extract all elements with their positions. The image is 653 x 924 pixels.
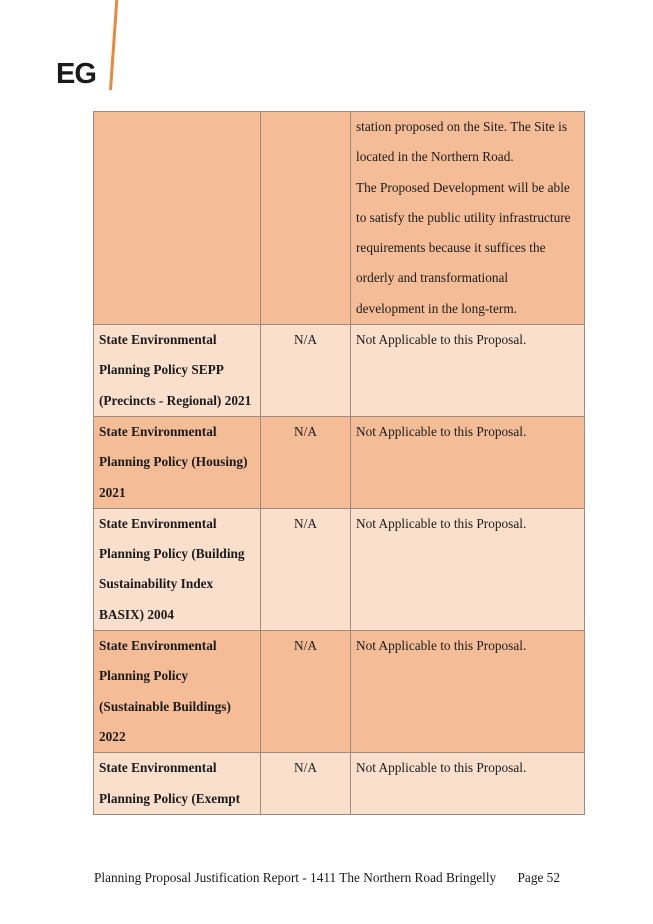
comment-cell: Not Applicable to this Proposal. [351,753,585,815]
policy-line: Planning Policy (Building [99,546,245,562]
applicable-cell: N/A [261,508,351,630]
page-number: Page 52 [517,870,560,885]
comment-cell: Not Applicable to this Proposal. [351,416,585,508]
table-row [94,631,585,753]
policy-line: Planning Policy [99,668,189,684]
applicable-cell: N/A [261,416,351,508]
page-footer [94,870,560,886]
logo-accent-bar [109,0,118,90]
comment-line: to satisfy the public utility infrastructure [356,209,571,225]
policy-cell [94,325,261,417]
policy-table [93,111,585,815]
policy-line: State Environmental [99,760,217,776]
comment-cell: Not Applicable to this Proposal. [351,631,585,753]
table-row [94,508,585,630]
policy-cell [94,631,261,753]
policy-cell [94,416,261,508]
policy-line: Planning Policy (Housing) [99,454,248,470]
policy-line: BASIX) 2004 [99,606,174,622]
policy-line: State Environmental [99,515,217,531]
logo-text: EG [56,58,96,90]
policy-line: Planning Policy (Exempt [99,790,241,806]
comment-line: station proposed on the Site. The Site is [356,119,568,134]
table-row [94,416,585,508]
applicable-cell: N/A [261,631,351,753]
comment-line: The Proposed Development will be able [356,179,570,195]
footer-title: Planning Proposal Justification Report - 1411 The Northern Road Bringelly [94,870,497,885]
company-logo [56,0,126,95]
comment-line: development in the long-term. [356,300,517,316]
applicable-cell: N/A [261,753,351,815]
policy-line: (Sustainable Buildings) [99,698,231,714]
policy-line: Sustainability Index [99,576,214,592]
policy-cell [94,753,261,815]
table-row-continuation [94,112,585,325]
applicable-cell: N/A [261,325,351,417]
policy-line: (Precincts - Regional) 2021 [99,392,252,408]
table-row [94,325,585,417]
comment-line: located in the Northern Road. [356,149,514,165]
table-row [94,753,585,815]
policy-line: 2021 [99,484,126,500]
applicable-cell [261,112,351,325]
policy-cell [94,112,261,325]
policy-line: Planning Policy SEPP [99,362,224,378]
comment-cell [351,112,585,325]
comment-line: orderly and transformational [356,270,509,286]
policy-line: 2022 [99,728,126,744]
comment-cell: Not Applicable to this Proposal. [351,325,585,417]
comment-line: requirements because it suffices the [356,240,546,256]
policy-line: State Environmental [99,638,217,654]
policy-line: State Environmental [99,423,217,439]
policy-cell [94,508,261,630]
comment-cell: Not Applicable to this Proposal. [351,508,585,630]
policy-line: State Environmental [99,332,217,348]
